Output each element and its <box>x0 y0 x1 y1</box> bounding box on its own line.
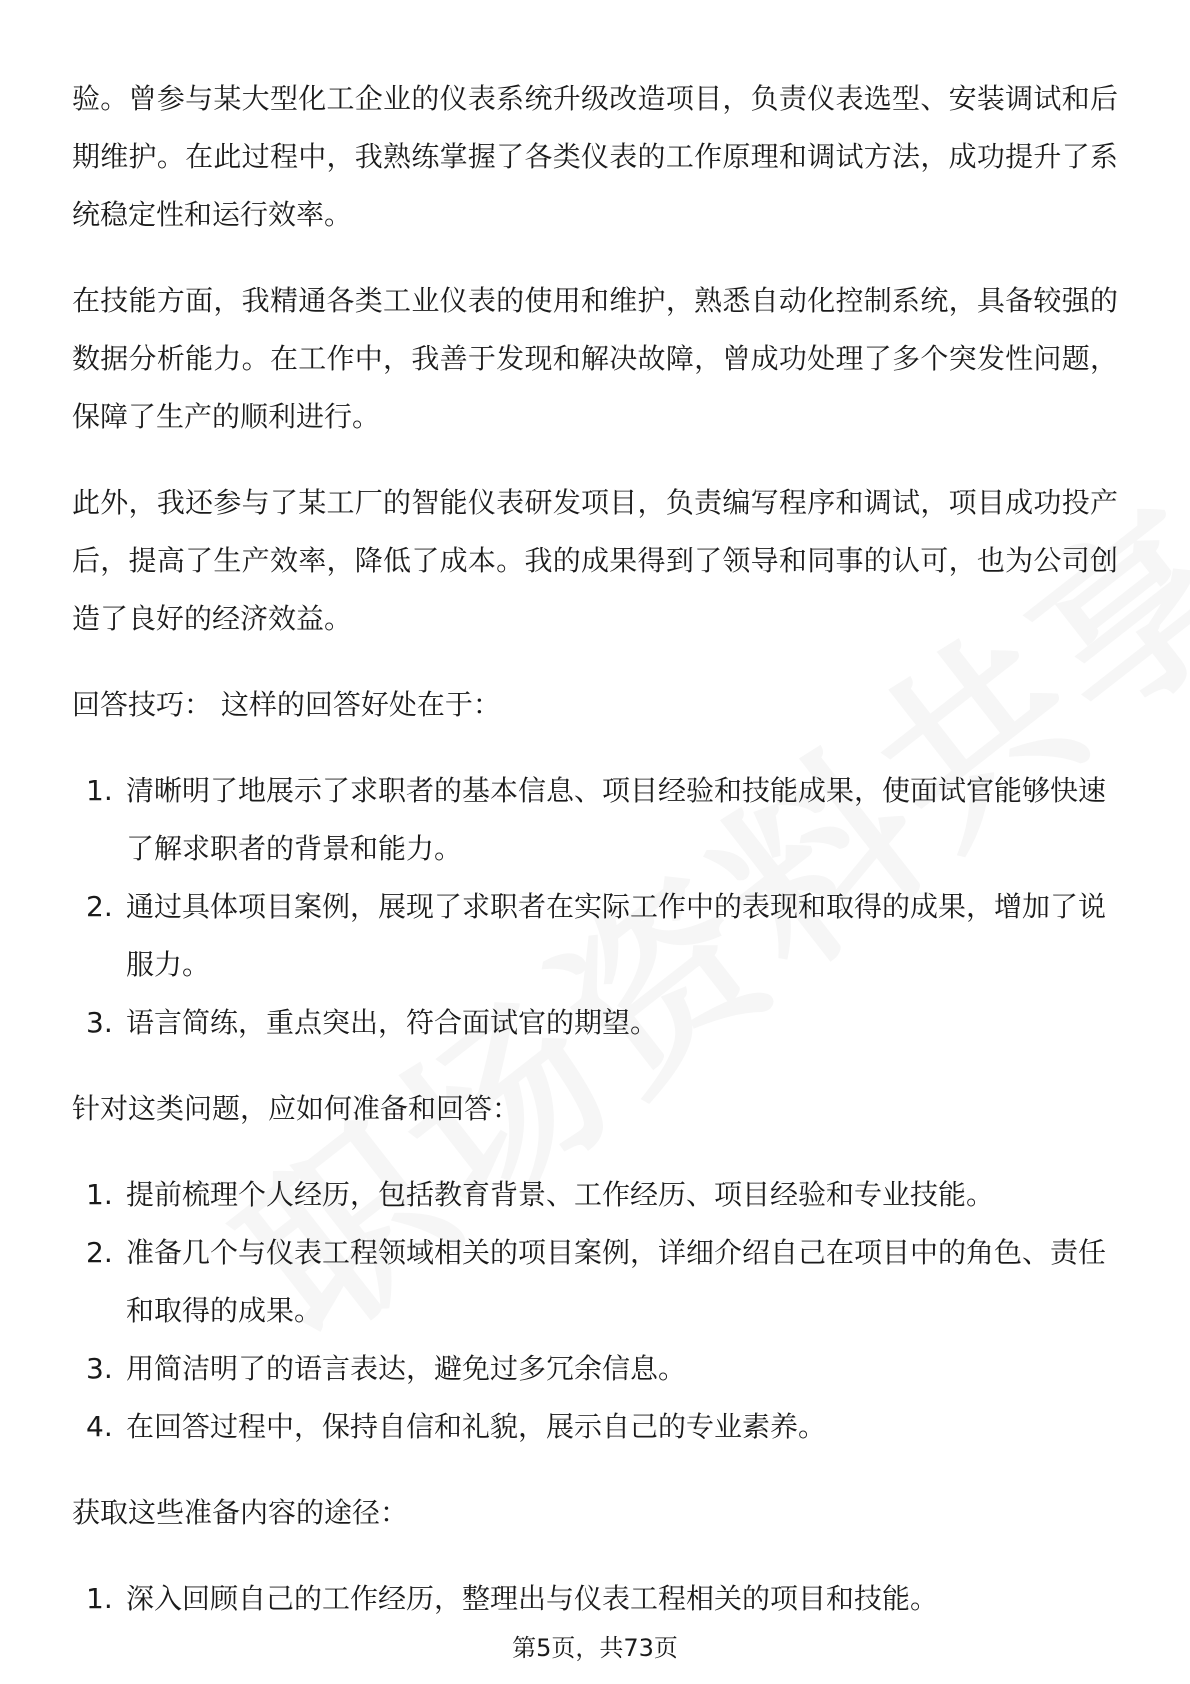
paragraph-skills: 在技能方面，我精通各类工业仪表的使用和维护，熟悉自动化控制系统，具备较强的数据分析能力。在工作中，我善于发现和解决故障，曾成功处理了多个突发性问题，保障了生产的顺利进行。 <box>72 284 1118 433</box>
tips-heading: 回答技巧： 这样的回答好处在于： <box>72 688 501 721</box>
list-number: 4. <box>86 1410 113 1443</box>
prepare-list <box>72 1166 1118 1456</box>
list-text: 清晰明了地展示了求职者的基本信息、项目经验和技能成果，使面试官能够快速了解求职者的背景和能力。 <box>126 774 1107 865</box>
list-item <box>72 878 1118 994</box>
list-text: 用简洁明了的语言表达，避免过多冗余信息。 <box>126 1352 687 1385</box>
list-item <box>72 1398 1118 1456</box>
list-text: 深入回顾自己的工作经历，整理出与仪表工程相关的项目和技能。 <box>126 1582 939 1615</box>
list-number: 1. <box>86 1178 113 1211</box>
list-text: 语言简练，重点突出，符合面试官的期望。 <box>126 1006 659 1039</box>
list-number: 1. <box>86 1582 113 1615</box>
list-text: 通过具体项目案例，展现了求职者在实际工作中的表现和取得的成果，增加了说服力。 <box>126 890 1107 981</box>
list-number: 3. <box>86 1352 113 1385</box>
list-number: 1. <box>86 774 113 807</box>
list-number: 3. <box>86 1006 113 1039</box>
list-item <box>72 994 1118 1052</box>
paragraph-experience: 验。曾参与某大型化工企业的仪表系统升级改造项目，负责仪表选型、安装调试和后期维护。在此过程中，我熟练掌握了各类仪表的工作原理和调试方法，成功提升了系统稳定性和运行效率。 <box>72 82 1118 231</box>
list-text: 准备几个与仪表工程领域相关的项目案例，详细介绍自己在项目中的角色、责任和取得的成果。 <box>126 1236 1107 1327</box>
tips-list <box>72 762 1118 1052</box>
list-number: 2. <box>86 890 113 923</box>
list-text: 在回答过程中，保持自信和礼貌，展示自己的专业素养。 <box>126 1410 827 1443</box>
list-item <box>72 762 1118 878</box>
list-text: 提前梳理个人经历，包括教育背景、工作经历、项目经验和专业技能。 <box>126 1178 995 1211</box>
list-number: 2. <box>86 1236 113 1269</box>
list-item <box>72 1224 1118 1340</box>
sources-list <box>72 1570 1118 1628</box>
prepare-heading: 针对这类问题，应如何准备和回答： <box>72 1092 521 1125</box>
paragraph-additional: 此外，我还参与了某工厂的智能仪表研发项目，负责编写程序和调试，项目成功投产后，提高了生产效率，降低了成本。我的成果得到了领导和同事的认可，也为公司创造了良好的经济效益。 <box>72 486 1118 635</box>
list-item <box>72 1340 1118 1398</box>
sources-heading: 获取这些准备内容的途径： <box>72 1496 409 1529</box>
list-item <box>72 1166 1118 1224</box>
page-footer: 第5页，共73页 <box>512 1634 678 1662</box>
list-item <box>72 1570 1118 1628</box>
page-content <box>72 70 1118 1656</box>
